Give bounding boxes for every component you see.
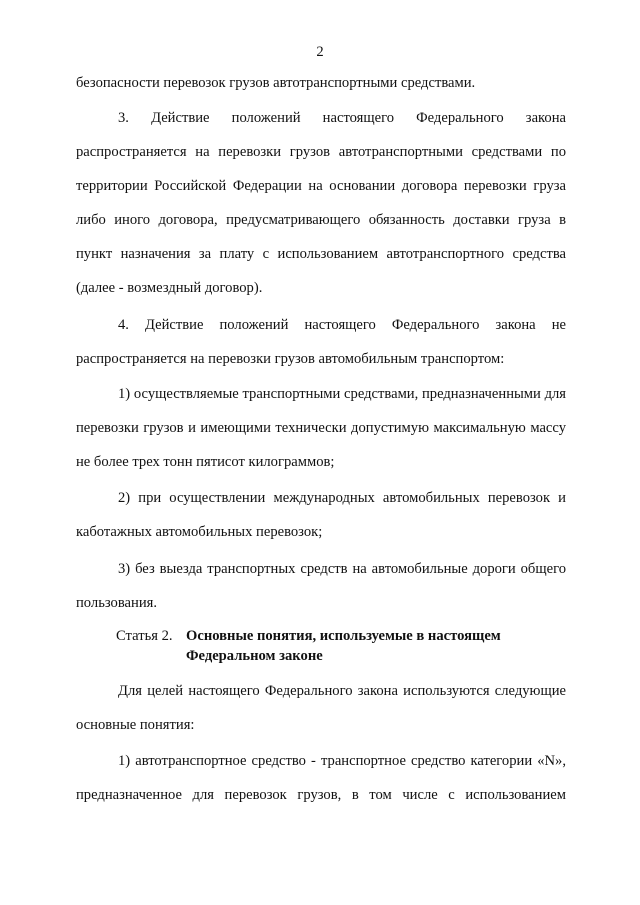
article-heading xyxy=(116,626,576,666)
paragraph-3: 3. Действие положений настоящего Федерального закона распространяется на перевозки грузов автотранспортными средствами по территории Российской Федерации на основании договора перевозки груза либо иного договора, предусматривающего обязанность доставки груза в пункт назначения за плату с использованием автотранспортного средства (далее - возмездный договор). xyxy=(76,110,566,296)
page-number: 2 xyxy=(316,44,324,60)
paragraph-intro-end: безопасности перевозок грузов автотранспортными средствами. xyxy=(76,75,476,91)
paragraph-4-item-3: 3) без выезда транспортных средств на автомобильные дороги общего пользования. xyxy=(76,561,566,611)
article-title: Основные понятия, используемые в настоящем Федеральном законе xyxy=(186,628,501,664)
paragraph-4: 4. Действие положений настоящего Федерального закона не распространяется на перевозки грузов автомобильным транспортом: xyxy=(76,317,566,367)
paragraph-4-item-1: 1) осуществляемые транспортными средствами, предназначенными для перевозки грузов и имеющими технически допустимую максимальную массу не более трех тонн пятисот килограммов; xyxy=(76,386,566,470)
paragraph-4-item-2: 2) при осуществлении международных автомобильных перевозок и каботажных автомобильных перевозок; xyxy=(76,490,566,540)
article-2-intro: Для целей настоящего Федерального закона используются следующие основные понятия: xyxy=(76,683,566,733)
article-2-item-1: 1) автотранспортное средство - транспортное средство категории «N», предназначенное для перевозок грузов, в том числе с использованием xyxy=(76,753,566,803)
article-label: Статья 2. xyxy=(116,628,173,644)
